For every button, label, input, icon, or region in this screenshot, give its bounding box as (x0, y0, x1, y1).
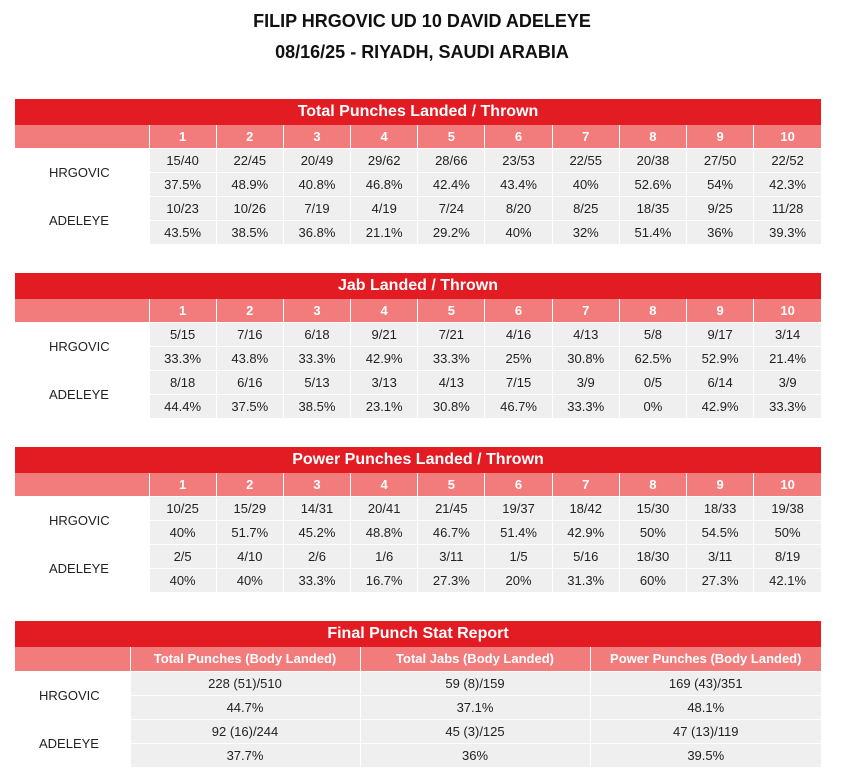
landed-thrown-cell: 9/17 (687, 322, 754, 346)
landed-thrown-cell: 4/13 (552, 322, 619, 346)
percentage-cell: 44.4% (149, 394, 216, 418)
landed-thrown-cell: 5/15 (149, 322, 216, 346)
percentage-cell: 33.3% (418, 346, 485, 370)
power-punches-table (15, 473, 821, 592)
round-header-cell: 2 (216, 299, 283, 322)
landed-thrown-cell: 22/52 (754, 148, 821, 172)
landed-thrown-cell: 6/14 (687, 370, 754, 394)
percentage-cell: 29.2% (418, 220, 485, 244)
landed-thrown-cell: 7/16 (216, 322, 283, 346)
percentage-cell: 30.8% (418, 394, 485, 418)
header-blank-cell (15, 125, 149, 148)
landed-thrown-cell: 7/15 (485, 370, 552, 394)
header-blank-cell (15, 647, 130, 671)
power-punches-section (15, 447, 821, 592)
percentage-cell: 33.3% (283, 346, 350, 370)
percentage-cell: 50% (619, 520, 686, 544)
round-header-cell: 4 (351, 125, 418, 148)
final-value-cell: 45 (3)/125 (360, 719, 590, 743)
final-value-cell: 47 (13)/119 (590, 719, 821, 743)
landed-thrown-cell: 18/33 (687, 496, 754, 520)
percentage-cell: 39.3% (754, 220, 821, 244)
final-column-header: Total Punches (Body Landed) (130, 647, 360, 671)
fighter-name: HRGOVIC (15, 322, 149, 370)
percentage-cell: 42.9% (687, 394, 754, 418)
percentage-cell: 45.2% (283, 520, 350, 544)
fighter-name: ADELEYE (15, 370, 149, 418)
header-blank-cell (15, 473, 149, 496)
landed-thrown-cell: 10/26 (216, 196, 283, 220)
round-header-cell: 6 (485, 473, 552, 496)
percentage-cell: 43.4% (485, 172, 552, 196)
total-punches-section (15, 99, 821, 244)
final-percentage-cell: 37.7% (130, 743, 360, 767)
landed-thrown-cell: 22/45 (216, 148, 283, 172)
landed-thrown-cell: 6/16 (216, 370, 283, 394)
percentage-cell: 37.5% (216, 394, 283, 418)
percentage-cell: 32% (552, 220, 619, 244)
percentage-cell: 62.5% (619, 346, 686, 370)
round-header-cell: 10 (754, 473, 821, 496)
fighter-landed-row (15, 370, 821, 394)
jab-section (15, 273, 821, 418)
landed-thrown-cell: 27/50 (687, 148, 754, 172)
percentage-cell: 50% (754, 520, 821, 544)
landed-thrown-cell: 3/11 (687, 544, 754, 568)
round-header-cell: 1 (149, 473, 216, 496)
header-blank-cell (15, 299, 149, 322)
round-header-row (15, 125, 821, 148)
round-header-cell: 5 (418, 125, 485, 148)
landed-thrown-cell: 3/11 (418, 544, 485, 568)
percentage-cell: 43.8% (216, 346, 283, 370)
round-header-cell: 3 (283, 299, 350, 322)
percentage-cell: 40.8% (283, 172, 350, 196)
percentage-cell: 40% (149, 520, 216, 544)
percentage-cell: 51.7% (216, 520, 283, 544)
landed-thrown-cell: 15/40 (149, 148, 216, 172)
fighter-landed-row (15, 196, 821, 220)
landed-thrown-cell: 19/38 (754, 496, 821, 520)
round-header-cell: 1 (149, 125, 216, 148)
percentage-cell: 16.7% (351, 568, 418, 592)
round-header-cell: 6 (485, 299, 552, 322)
round-header-cell: 3 (283, 473, 350, 496)
final-value-cell: 169 (43)/351 (590, 671, 821, 695)
landed-thrown-cell: 21/45 (418, 496, 485, 520)
percentage-cell: 52.6% (619, 172, 686, 196)
landed-thrown-cell: 5/13 (283, 370, 350, 394)
percentage-cell: 33.3% (552, 394, 619, 418)
landed-thrown-cell: 19/37 (485, 496, 552, 520)
landed-thrown-cell: 9/21 (351, 322, 418, 346)
landed-thrown-cell: 11/28 (754, 196, 821, 220)
section-heading: Final Punch Stat Report (15, 621, 821, 647)
landed-thrown-cell: 29/62 (351, 148, 418, 172)
round-header-cell: 7 (552, 299, 619, 322)
landed-thrown-cell: 18/35 (619, 196, 686, 220)
percentage-cell: 54% (687, 172, 754, 196)
percentage-cell: 54.5% (687, 520, 754, 544)
round-header-cell: 7 (552, 125, 619, 148)
final-percentage-cell: 39.5% (590, 743, 821, 767)
landed-thrown-cell: 7/21 (418, 322, 485, 346)
percentage-cell: 40% (149, 568, 216, 592)
final-column-header: Total Jabs (Body Landed) (360, 647, 590, 671)
round-header-cell: 9 (687, 299, 754, 322)
landed-thrown-cell: 4/13 (418, 370, 485, 394)
section-heading: Total Punches Landed / Thrown (15, 99, 821, 125)
round-header-row (15, 299, 821, 322)
total-punches-table (15, 125, 821, 244)
landed-thrown-cell: 7/24 (418, 196, 485, 220)
landed-thrown-cell: 2/5 (149, 544, 216, 568)
final-column-header: Power Punches (Body Landed) (590, 647, 821, 671)
percentage-cell: 33.3% (149, 346, 216, 370)
round-header-cell: 2 (216, 473, 283, 496)
round-header-cell: 10 (754, 125, 821, 148)
landed-thrown-cell: 20/41 (351, 496, 418, 520)
section-heading: Power Punches Landed / Thrown (15, 447, 821, 473)
percentage-cell: 42.9% (552, 520, 619, 544)
round-header-cell: 5 (418, 473, 485, 496)
percentage-cell: 27.3% (687, 568, 754, 592)
percentage-cell: 48.9% (216, 172, 283, 196)
round-header-cell: 8 (619, 299, 686, 322)
percentage-cell: 36% (687, 220, 754, 244)
percentage-cell: 42.4% (418, 172, 485, 196)
fighter-landed-row (15, 544, 821, 568)
landed-thrown-cell: 6/18 (283, 322, 350, 346)
final-percentage-row (15, 743, 821, 767)
round-header-cell: 9 (687, 125, 754, 148)
landed-thrown-cell: 1/5 (485, 544, 552, 568)
landed-thrown-cell: 3/14 (754, 322, 821, 346)
landed-thrown-cell: 20/38 (619, 148, 686, 172)
round-header-cell: 9 (687, 473, 754, 496)
percentage-cell: 31.3% (552, 568, 619, 592)
round-header-cell: 6 (485, 125, 552, 148)
percentage-cell: 46.8% (351, 172, 418, 196)
final-value-cell: 228 (51)/510 (130, 671, 360, 695)
landed-thrown-cell: 8/20 (485, 196, 552, 220)
percentage-cell: 30.8% (552, 346, 619, 370)
percentage-cell: 46.7% (485, 394, 552, 418)
landed-thrown-cell: 14/31 (283, 496, 350, 520)
percentage-cell: 21.1% (351, 220, 418, 244)
percentage-cell: 40% (552, 172, 619, 196)
round-header-cell: 8 (619, 125, 686, 148)
percentage-cell: 25% (485, 346, 552, 370)
percentage-cell: 37.5% (149, 172, 216, 196)
percentage-cell: 51.4% (485, 520, 552, 544)
percentage-cell: 52.9% (687, 346, 754, 370)
jab-table (15, 299, 821, 418)
landed-thrown-cell: 3/9 (754, 370, 821, 394)
landed-thrown-cell: 0/5 (619, 370, 686, 394)
percentage-cell: 33.3% (754, 394, 821, 418)
page-subtitle: 08/16/25 - RIYADH, SAUDI ARABIA (275, 42, 569, 62)
landed-thrown-cell: 4/10 (216, 544, 283, 568)
round-header-row (15, 473, 821, 496)
final-value-cell: 92 (16)/244 (130, 719, 360, 743)
landed-thrown-cell: 3/9 (552, 370, 619, 394)
page-title: FILIP HRGOVIC UD 10 DAVID ADELEYE (253, 11, 591, 31)
percentage-cell: 40% (485, 220, 552, 244)
round-header-cell: 10 (754, 299, 821, 322)
percentage-cell: 20% (485, 568, 552, 592)
percentage-cell: 46.7% (418, 520, 485, 544)
percentage-cell: 38.5% (216, 220, 283, 244)
percentage-cell: 36.8% (283, 220, 350, 244)
percentage-cell: 42.9% (351, 346, 418, 370)
percentage-cell: 38.5% (283, 394, 350, 418)
percentage-cell: 43.5% (149, 220, 216, 244)
landed-thrown-cell: 8/25 (552, 196, 619, 220)
round-header-cell: 5 (418, 299, 485, 322)
final-values-row (15, 671, 821, 695)
landed-thrown-cell: 22/55 (552, 148, 619, 172)
landed-thrown-cell: 3/13 (351, 370, 418, 394)
final-percentage-cell: 36% (360, 743, 590, 767)
final-percentage-cell: 44.7% (130, 695, 360, 719)
round-header-cell: 7 (552, 473, 619, 496)
landed-thrown-cell: 15/29 (216, 496, 283, 520)
round-header-cell: 4 (351, 299, 418, 322)
percentage-cell: 48.8% (351, 520, 418, 544)
landed-thrown-cell: 15/30 (619, 496, 686, 520)
final-value-cell: 59 (8)/159 (360, 671, 590, 695)
landed-thrown-cell: 2/6 (283, 544, 350, 568)
landed-thrown-cell: 4/16 (485, 322, 552, 346)
fighter-name: HRGOVIC (15, 496, 149, 544)
section-heading: Jab Landed / Thrown (15, 273, 821, 299)
landed-thrown-cell: 1/6 (351, 544, 418, 568)
landed-thrown-cell: 28/66 (418, 148, 485, 172)
percentage-cell: 42.3% (754, 172, 821, 196)
fighter-landed-row (15, 496, 821, 520)
landed-thrown-cell: 5/16 (552, 544, 619, 568)
fighter-name: ADELEYE (15, 719, 130, 767)
percentage-cell: 23.1% (351, 394, 418, 418)
round-header-cell: 2 (216, 125, 283, 148)
final-values-row (15, 719, 821, 743)
percentage-cell: 40% (216, 568, 283, 592)
landed-thrown-cell: 8/18 (149, 370, 216, 394)
fighter-name: HRGOVIC (15, 671, 130, 719)
final-header-row (15, 647, 821, 671)
landed-thrown-cell: 18/42 (552, 496, 619, 520)
landed-thrown-cell: 9/25 (687, 196, 754, 220)
round-header-cell: 4 (351, 473, 418, 496)
landed-thrown-cell: 23/53 (485, 148, 552, 172)
landed-thrown-cell: 18/30 (619, 544, 686, 568)
percentage-cell: 21.4% (754, 346, 821, 370)
final-report-table (15, 647, 821, 767)
fighter-landed-row (15, 148, 821, 172)
percentage-cell: 33.3% (283, 568, 350, 592)
landed-thrown-cell: 10/23 (149, 196, 216, 220)
final-percentage-cell: 48.1% (590, 695, 821, 719)
landed-thrown-cell: 8/19 (754, 544, 821, 568)
landed-thrown-cell: 5/8 (619, 322, 686, 346)
round-header-cell: 1 (149, 299, 216, 322)
final-report-section (15, 621, 821, 767)
final-percentage-row (15, 695, 821, 719)
landed-thrown-cell: 10/25 (149, 496, 216, 520)
final-percentage-cell: 37.1% (360, 695, 590, 719)
landed-thrown-cell: 4/19 (351, 196, 418, 220)
round-header-cell: 3 (283, 125, 350, 148)
percentage-cell: 0% (619, 394, 686, 418)
fighter-name: ADELEYE (15, 544, 149, 592)
percentage-cell: 60% (619, 568, 686, 592)
round-header-cell: 8 (619, 473, 686, 496)
fighter-landed-row (15, 322, 821, 346)
fighter-name: ADELEYE (15, 196, 149, 244)
percentage-cell: 42.1% (754, 568, 821, 592)
percentage-cell: 51.4% (619, 220, 686, 244)
landed-thrown-cell: 20/49 (283, 148, 350, 172)
percentage-cell: 27.3% (418, 568, 485, 592)
fighter-name: HRGOVIC (15, 148, 149, 196)
landed-thrown-cell: 7/19 (283, 196, 350, 220)
